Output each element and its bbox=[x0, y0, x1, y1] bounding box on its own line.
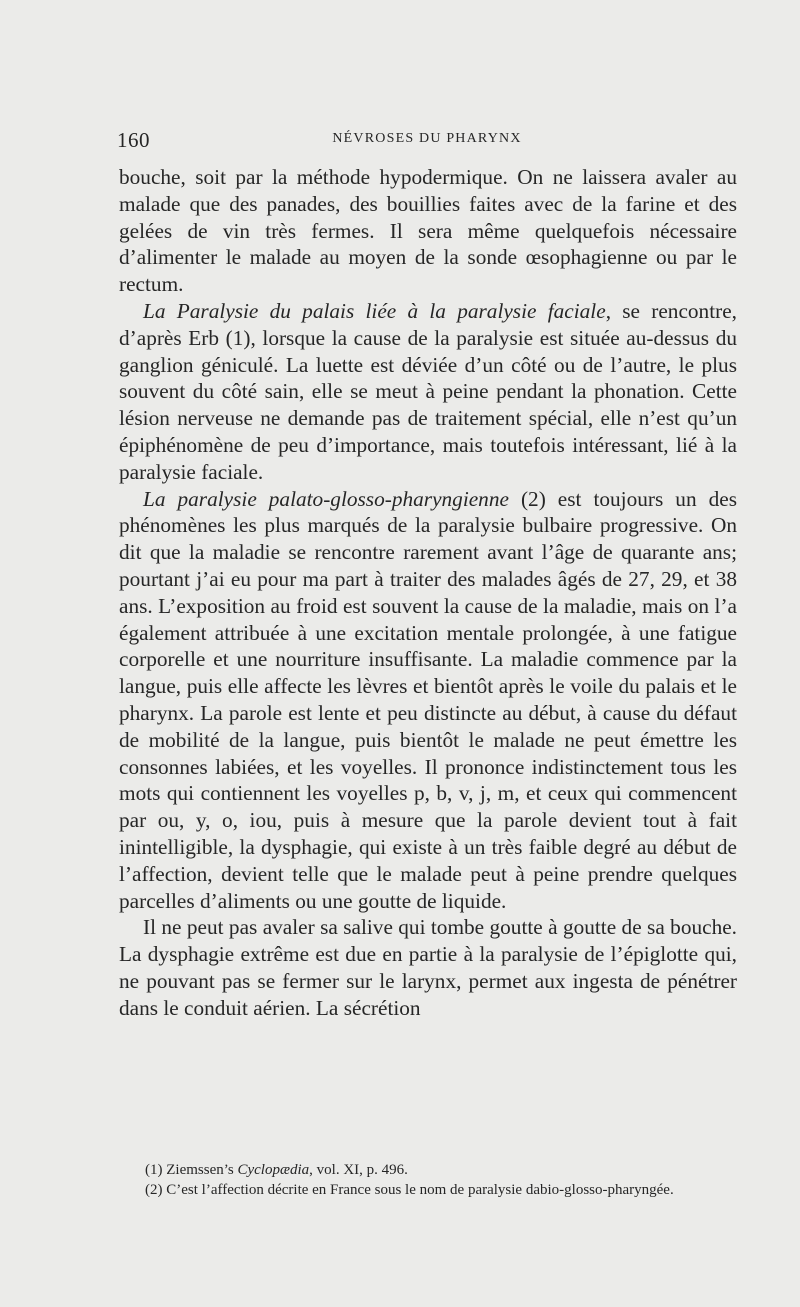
footnote bbox=[119, 1160, 737, 1180]
section-heading-italic: La Paralysie du palais liée à la paralysie faciale bbox=[143, 298, 606, 323]
section-heading-italic: La paralysie palato-glosso-pharyngienne bbox=[143, 486, 509, 511]
footnote-title-italic: Cyclopædia bbox=[237, 1162, 310, 1178]
footnote bbox=[119, 1180, 737, 1200]
paragraph bbox=[119, 164, 737, 298]
page-header bbox=[117, 128, 737, 152]
paragraph bbox=[119, 298, 737, 486]
body-text bbox=[119, 164, 737, 1022]
paragraph-text: (2) est toujours un des phénomènes les plus marqués de la paralysie bulbaire progressive. On dit que la maladie se rencontre rarement avant l’âge de quarante ans; pourtant j’ai eu pour ma part à traiter des malades âgés de 27, 29, et 38 ans. L’exposition au froid est souvent la cause de la maladie, mais on l’a également attribuée à une excitation mentale prolongée, à une fatigue corporelle et une nourriture insuffisante. La maladie commence par la langue, puis elle affecte les lèvres et bientôt après le voile du palais et le pharynx. La parole est lente et peu distincte au début, à cause du défaut de mobilité de la langue, puis bientôt le malade ne peut émettre les consonnes labiées, et les voyelles. Il prononce indistinctement tous les mots qui contiennent les voyelles p, b, v, j, m, et ceux qui commencent par ou, y, o, iou, puis à mesure que la parole devient tout à fait inintelligible, la dysphagie, qui existe à un très faible degré au début de l’affection, devient telle que le malade peut à peine prendre quelques parcelles d’aliments ou une goutte de liquide. bbox=[119, 486, 737, 913]
running-head: NÉVROSES DU PHARYNX bbox=[332, 131, 522, 146]
paragraph bbox=[119, 914, 737, 1021]
paragraph-text: bouche, soit par la méthode hypodermique. On ne laissera avaler au malade que des panades, des bouillies faites avec de la farine et des gelées de vin très fermes. Il sera même quelquefois nécessaire d’alimenter le malade au moyen de la sonde œsophagienne ou par le rectum. bbox=[119, 165, 737, 297]
paragraph bbox=[119, 486, 737, 915]
page-number: 160 bbox=[117, 128, 150, 152]
paragraph-text: Il ne peut pas avaler sa salive qui tombe goutte à goutte de sa bouche. La dysphagie extrême est due en partie à la paralysie de l’épiglotte qui, ne pouvant pas se fermer sur le larynx, permet aux ingesta de pénétrer dans le conduit aérien. La sécrétion bbox=[119, 915, 737, 1020]
footnote-text: (1) Ziemssen’s bbox=[145, 1162, 238, 1178]
footnotes bbox=[119, 1160, 737, 1200]
footnote-text: (2) C’est l’affection décrite en France sous le nom de paralysie dabio-glosso-pharyngée. bbox=[145, 1182, 674, 1198]
paragraph-text: , se rencontre, d’après Erb (1), lorsque la cause de la paralysie est située au-dessus du ganglion géniculé. La luette est déviée d’un côté ou de l’autre, le plus souvent du côté sain, elle se meut à peine pendant la phonation. Cette lésion nerveuse ne demande pas de traitement spécial, elle n’est qu’un épiphénomène de peu d’importance, mais toutefois intéressant, lié à la paralysie faciale. bbox=[119, 298, 737, 484]
footnote-text: , vol. XI, p. 496. bbox=[309, 1162, 408, 1178]
